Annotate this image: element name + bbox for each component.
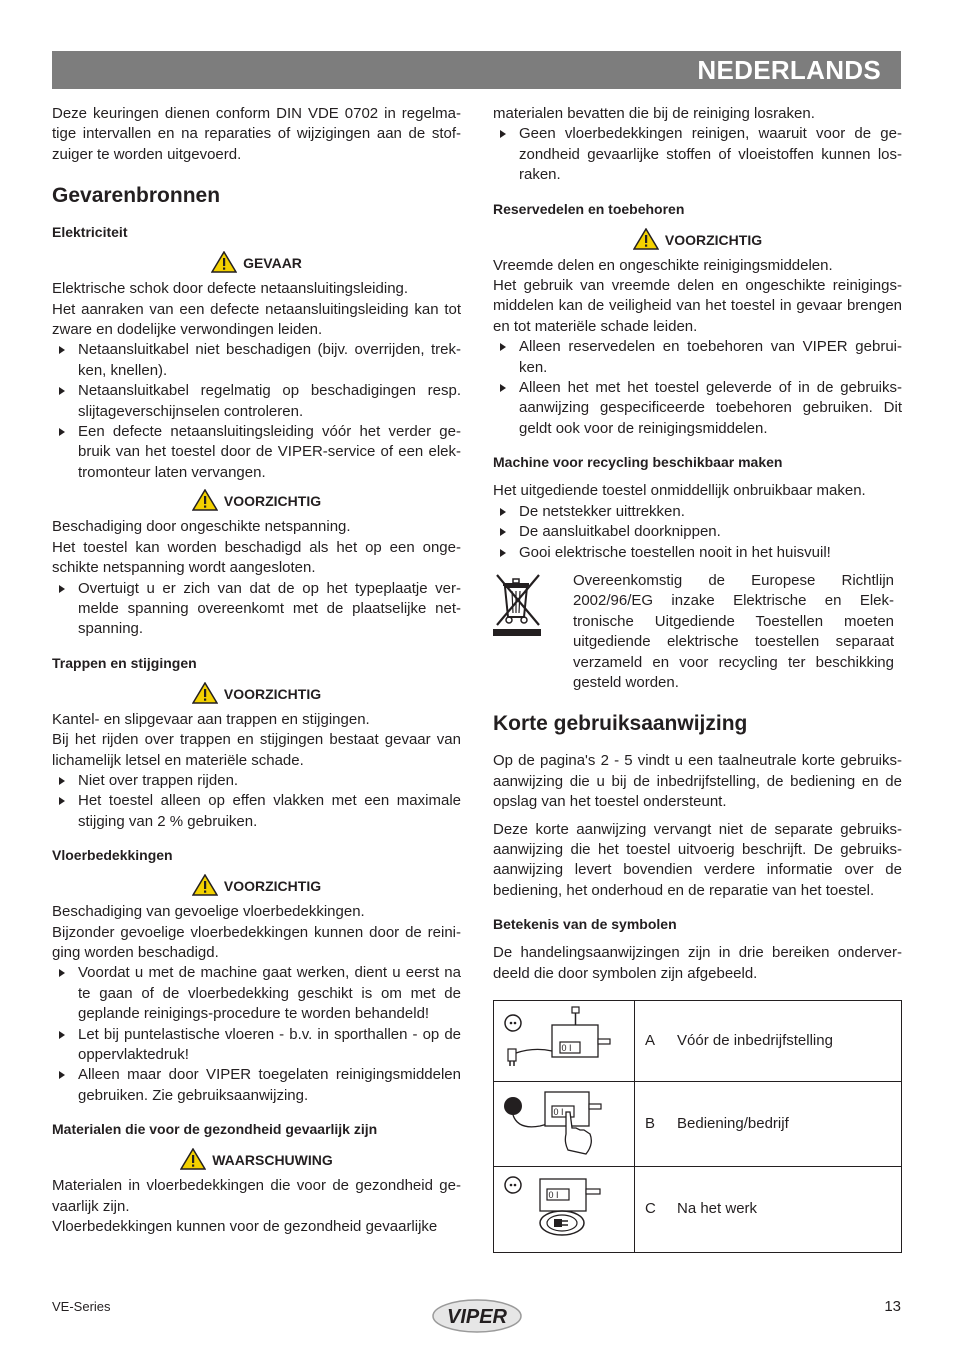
bullet-list — [493, 337, 902, 439]
paragraph: De handelingsaanwijzingen zijn in drie bereiken onderver-deeld die door symbolen zijn afgebeeld. — [493, 944, 902, 982]
bullet-list — [493, 502, 902, 563]
warning-triangle-icon — [211, 251, 237, 273]
symbol-cell — [494, 1082, 635, 1167]
list-item: Overtuigt u er zich van dat de op het typeplaatje ver-melde spanning overeenkomt met de plaatselijke net-spanning. — [52, 579, 461, 640]
switch-label: 0 I — [561, 1042, 572, 1053]
notice-label: GEVAAR — [243, 255, 302, 272]
paragraph: Deze korte aanwijzing vervangt niet de separate gebruiks-aanwijzing die het toestel uitvoerig beschrijft. De gebruiks-aanwijzing levert bovendien verdere informatie over de bediening, het onderhoud en de reparatie van het toestel. — [493, 820, 902, 899]
paragraph: Materialen in vloerbedekkingen die voor de gezondheid ge-vaarlijk zijn. — [52, 1177, 461, 1215]
notice-label: VOORZICHTIG — [223, 878, 322, 895]
list-item: Gooi elektrische toestellen nooit in het huisvuil! — [493, 543, 902, 563]
symbol-label: Bediening/bedrijf — [676, 1082, 902, 1167]
list-item: Geen vloerbedekkingen reinigen, waaruit voor de ge-zondheid gevaarlijke stoffen of vloeistoffen kunnen los-raken. — [493, 124, 902, 185]
warning-triangle-icon — [633, 228, 659, 250]
paragraph: Kantel- en slipgevaar aan trappen en stijgingen. — [52, 710, 370, 728]
subheading-elektriciteit: Elektriciteit — [52, 224, 128, 241]
table-row — [494, 1167, 902, 1252]
bullet-list — [52, 963, 461, 1106]
operation-symbol-icon — [494, 1082, 634, 1160]
paragraph: Bijzonder gevoelige vloerbedekkingen kunnen door de reini-ging worden beschadigd. — [52, 923, 461, 961]
paragraph: materialen bevatten die bij de reiniging losraken. — [493, 105, 815, 122]
bullet-list — [52, 579, 461, 640]
symbols-table — [493, 1000, 902, 1253]
list-item: De aansluitkabel doorknippen. — [493, 522, 902, 542]
subheading-materialen: Materialen die voor de gezondheid gevaarlijk zijn — [52, 1121, 378, 1138]
list-item: Alleen het met het toestel geleverde of in de gebruiks-aanwijzing gespecificeerde toebehoren gebruiken. Dit geldt ook voor de reinigingsmiddelen. — [493, 378, 902, 439]
warning-triangle-icon — [192, 874, 218, 896]
symbol-label: Vóór de inbedrijfstelling — [676, 1001, 902, 1082]
viper-logo — [432, 1299, 522, 1333]
list-item: Alleen reservedelen en toebehoren van VIPER gebrui-ken. — [493, 337, 902, 378]
notice-label: VOORZICHTIG — [223, 685, 322, 702]
symbol-letter: A — [635, 1001, 677, 1082]
subheading-recycling: Machine voor recycling beschikbaar maken — [493, 454, 783, 471]
brand-text: VIPER — [446, 1306, 508, 1328]
table-row — [494, 1082, 902, 1167]
header-bar — [52, 51, 901, 89]
paragraph: Vloerbedekkingen kunnen voor de gezondheid gevaarlijke — [52, 1218, 438, 1236]
danger-notice — [52, 251, 461, 275]
section-title-gevarenbronnen: Gevarenbronnen — [52, 184, 221, 208]
list-item: Niet over trappen rijden. — [52, 771, 461, 791]
paragraph: Bij het rijden over trappen en stijgingen bestaat gevaar van lichamelijk letsel en materiële schade. — [52, 731, 461, 769]
list-item: Een defecte netaansluitingsleiding vóór het verder ge-bruik van het toestel door de VIPER-service of een elek-tromonteur laten vervangen. — [52, 422, 461, 483]
paragraph: Vreemde delen en ongeschikte reinigingsmiddelen. — [493, 256, 833, 274]
symbol-cell — [494, 1001, 635, 1082]
symbol-letter: C — [635, 1167, 677, 1252]
symbol-label: Na het werk — [676, 1167, 902, 1252]
notice-label: VOORZICHTIG — [223, 493, 322, 510]
weee-block — [493, 571, 902, 693]
notice-label: WAARSCHUWING — [212, 1152, 333, 1169]
bullet-list — [52, 340, 461, 483]
list-item: Voordat u met de machine gaat werken, dient u eerst na te gaan of de vloerbedekking geschikt is om met de geplande reinigings-procedure te worden behandeld! — [52, 963, 461, 1024]
subheading-symbolen: Betekenis van de symbolen — [493, 916, 677, 933]
weee-paragraph: Overeenkomstig de Europese Richtlijn 2002/96/EG inzake Elektrische en Elek-tronische Uitgediende Toestellen moeten uitgediende elektrische toestellen separaat verzameld en voor recycling ter beschikking gesteld worden. — [573, 571, 894, 691]
before-start-symbol-icon — [494, 1003, 634, 1073]
subheading-vloerbedekkingen: Vloerbedekkingen — [52, 847, 173, 864]
paragraph: Beschadiging door ongeschikte netspanning. — [52, 518, 351, 536]
bullet-list — [52, 771, 461, 832]
list-item: Let bij puntelastische vloeren - b.v. in sporthallen - op de oppervlaktedruk! — [52, 1025, 461, 1066]
bullet-list — [493, 124, 902, 185]
paragraph: Het uitgediende toestel onmiddellijk onbruikbaar maken. — [493, 482, 866, 500]
subheading-reservedelen: Reservedelen en toebehoren — [493, 200, 685, 217]
list-item: Alleen maar door VIPER toegelaten reinigingsmiddelen gebruiken. Zie gebruiksaanwijzing. — [52, 1065, 461, 1106]
warning-triangle-icon — [192, 489, 218, 511]
subheading-trappen: Trappen en stijgingen — [52, 654, 197, 671]
paragraph: Het aanraken van een defecte netaansluitingsleiding kan tot zware en dodelijke verwondingen leiden. — [52, 300, 461, 339]
caution-notice — [52, 489, 461, 513]
caution-notice — [493, 228, 902, 252]
page-title: NEDERLANDS — [697, 55, 881, 85]
caution-notice — [52, 874, 461, 898]
page-number: 13 — [884, 1298, 901, 1315]
list-item: De netstekker uittrekken. — [493, 502, 902, 522]
footer-series: VE-Series — [52, 1299, 111, 1314]
notice-label: VOORZICHTIG — [664, 231, 763, 248]
paragraph: Elektrische schok door defecte netaansluitingsleiding. — [52, 280, 409, 298]
after-work-symbol-icon — [494, 1167, 634, 1245]
warning-notice — [52, 1148, 461, 1172]
crossed-out-bin-icon — [493, 571, 543, 637]
symbol-cell — [494, 1167, 635, 1252]
switch-label: 0 I — [548, 1190, 559, 1201]
left-column — [52, 104, 461, 1237]
intro-paragraph: Deze keuringen dienen conform DIN VDE 0702 in regelma-tige intervallen en na reparaties of wijzigingen aan de stof-zuiger te worden uitgevoerd. — [52, 105, 461, 163]
warning-triangle-icon — [180, 1148, 206, 1170]
symbol-letter: B — [635, 1082, 677, 1167]
paragraph: Op de pagina's 2 - 5 vindt u een taalneutrale korte gebruiks-aanwijzing die u bij de inbedrijfstelling, de bediening en de opslag van het toestel ondersteunt. — [493, 752, 902, 811]
warning-triangle-icon — [192, 682, 218, 704]
caution-notice — [52, 682, 461, 706]
list-item: Het toestel alleen op effen vlakken met een maximale stijging van 2 % gebruiken. — [52, 791, 461, 832]
section-title-korte-gebruiksaanwijzing: Korte gebruiksaanwijzing — [493, 712, 748, 736]
table-row — [494, 1001, 902, 1082]
right-column — [493, 104, 902, 1253]
paragraph: Het toestel kan worden beschadigd als het op een onge-schikte netspanning wordt aangesloten. — [52, 538, 461, 577]
list-item: Netaansluitkabel niet beschadigen (bijv. overrijden, trek-ken, knellen). — [52, 340, 461, 381]
switch-label: 0 I — [553, 1107, 564, 1117]
list-item: Netaansluitkabel regelmatig op beschadigingen resp. slijtageverschijnselen controleren. — [52, 381, 461, 422]
paragraph: Beschadiging van gevoelige vloerbedekkingen. — [52, 903, 365, 921]
paragraph: Het gebruik van vreemde delen en ongeschikte reinigings-middelen kan de veiligheid van het toestel in gevaar brengen en tot materiële schade leiden. — [493, 277, 902, 335]
